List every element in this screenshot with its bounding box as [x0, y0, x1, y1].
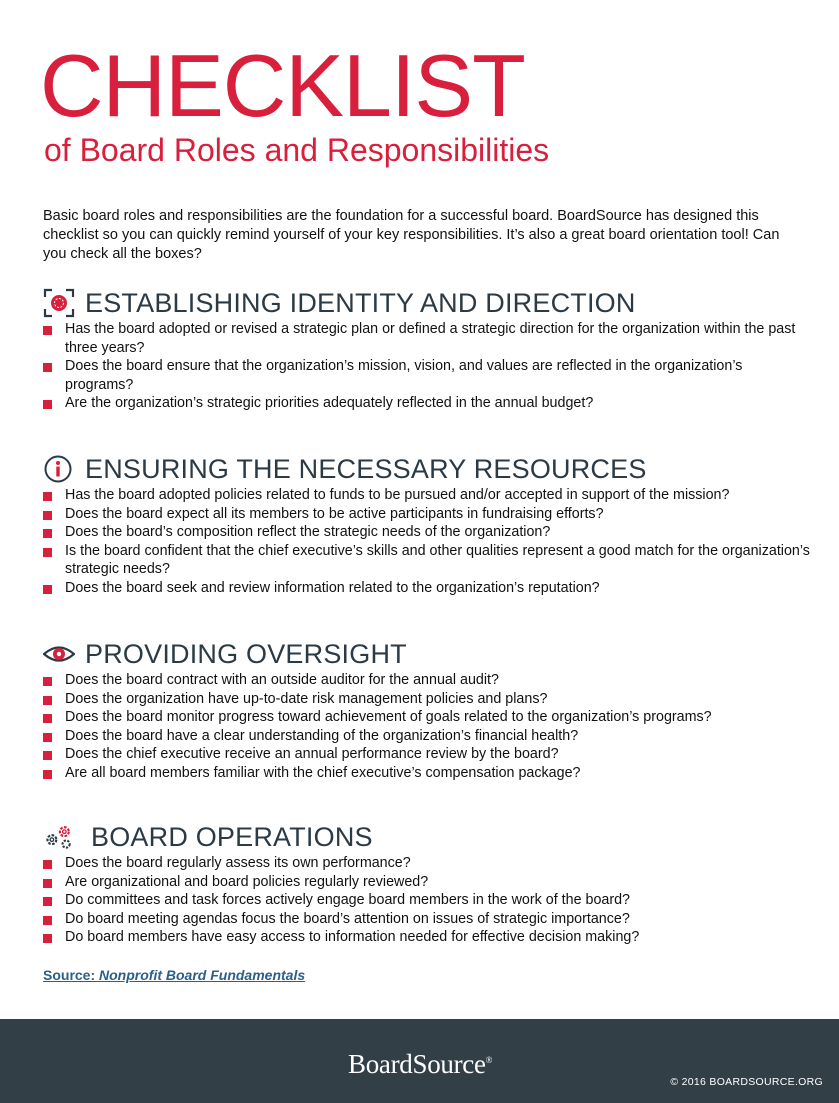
boardsource-logo — [348, 1049, 492, 1080]
checkbox-bullet — [43, 696, 52, 705]
checklist-item — [43, 357, 813, 394]
gears-icon — [43, 822, 75, 852]
target-icon — [43, 288, 75, 318]
checklist-item — [43, 671, 813, 690]
checklist-item — [43, 523, 813, 542]
item-text: Does the board regularly assess its own performance? — [65, 855, 411, 871]
info-icon — [43, 454, 75, 484]
item-text: Do board meeting agendas focus the board’s attention on issues of strategic importance? — [65, 910, 630, 927]
checklist-item — [43, 891, 813, 910]
checklist-item — [43, 505, 813, 524]
checklist-items — [43, 854, 813, 947]
item-text: Does the chief executive receive an annual performance review by the board? — [65, 746, 559, 763]
item-text: Is the board confident that the chief executive’s skills and other qualities represent a good match for the organization’s strategic needs? — [65, 542, 810, 578]
checkbox-bullet — [43, 400, 52, 409]
checkbox-bullet — [43, 733, 52, 742]
checkbox-bullet — [43, 548, 52, 557]
checklist-item — [43, 764, 813, 783]
item-text: Has the board adopted policies related to funds to be pursued and/or accepted in support of the mission? — [65, 487, 730, 503]
page-title: CHECKLIST — [40, 36, 525, 135]
section-header — [43, 452, 813, 486]
checkbox-bullet — [43, 860, 52, 869]
footer-bar — [0, 1019, 839, 1103]
section-title: ESTABLISHING IDENTITY AND DIRECTION — [85, 288, 636, 318]
intro-paragraph: Basic board roles and responsibilities are the foundation for a successful board. BoardSource has designed this checklist so you can quickly remind yourself of your key responsibilities. It’s also a great board orientation tool! Can you check all the boxes? — [43, 208, 780, 262]
trademark-mark: ® — [485, 1055, 493, 1065]
checklist-item — [43, 579, 813, 598]
section-title: ENSURING THE NECESSARY RESOURCES — [85, 454, 647, 484]
checklist-item — [43, 727, 813, 746]
section-resources — [43, 452, 813, 598]
checkbox-bullet — [43, 770, 52, 779]
item-text: Does the board contract with an outside auditor for the annual audit? — [65, 672, 499, 688]
item-text: Are all board members familiar with the chief executive’s compensation package? — [65, 764, 581, 781]
source-prefix: Source: — [43, 967, 100, 983]
section-identity-direction — [43, 286, 813, 413]
item-text: Does the board ensure that the organization’s mission, vision, and values are reflected in the organization’s programs? — [65, 358, 743, 393]
item-text: Are the organization’s strategic priorities adequately reflected in the annual budget? — [65, 395, 594, 412]
item-text: Are organizational and board policies regularly reviewed? — [65, 873, 429, 890]
checklist-item — [43, 708, 813, 727]
checklist-items — [43, 320, 813, 413]
checkbox-bullet — [43, 934, 52, 943]
checklist-item — [43, 928, 813, 947]
checklist-item — [43, 690, 813, 709]
checklist-items — [43, 671, 813, 783]
item-text: Does the board expect all its members to be active participants in fundraising efforts? — [65, 505, 604, 522]
checkbox-bullet — [43, 714, 52, 723]
item-text: Does the board’s composition reflect the strategic needs of the organization? — [65, 524, 551, 541]
checklist-item — [43, 542, 813, 579]
checklist-item — [43, 873, 813, 892]
checkbox-bullet — [43, 916, 52, 925]
checkbox-bullet — [43, 326, 52, 335]
section-header — [43, 286, 813, 320]
item-text: Has the board adopted or revised a strategic plan or defined a strategic direction for the organization within the past three years? — [65, 321, 796, 356]
section-title: BOARD OPERATIONS — [91, 822, 373, 852]
source-title: Nonprofit Board Fundamentals — [99, 967, 306, 983]
checkbox-bullet — [43, 897, 52, 906]
item-text: Does the board have a clear understanding of the organization’s financial health? — [65, 727, 579, 744]
page-subtitle: of Board Roles and Responsibilities — [44, 132, 550, 168]
checklist-items — [43, 486, 813, 598]
section-header — [43, 637, 813, 671]
item-text: Do board members have easy access to information needed for effective decision making? — [65, 929, 640, 946]
checklist-item — [43, 394, 813, 413]
checklist-item — [43, 910, 813, 929]
checkbox-bullet — [43, 585, 52, 594]
item-text: Does the organization have up-to-date risk management policies and plans? — [65, 690, 548, 707]
item-text: Do committees and task forces actively engage board members in the work of the board? — [65, 892, 631, 909]
source-link[interactable] — [43, 966, 305, 984]
section-header — [43, 820, 813, 854]
section-board-operations — [43, 820, 813, 947]
section-oversight — [43, 637, 813, 783]
section-title: PROVIDING OVERSIGHT — [85, 639, 407, 669]
checklist-item — [43, 854, 813, 873]
checklist-item — [43, 486, 813, 505]
checkbox-bullet — [43, 529, 52, 538]
checkbox-bullet — [43, 751, 52, 760]
checklist-item — [43, 745, 813, 764]
copyright-text: © 2016 BOARDSOURCE.ORG — [670, 1076, 823, 1088]
item-text: Does the board seek and review information related to the organization’s reputation? — [65, 579, 600, 596]
checkbox-bullet — [43, 511, 52, 520]
eye-icon — [43, 639, 75, 669]
logo-text: BoardSource — [348, 1049, 486, 1079]
item-text: Does the board monitor progress toward achievement of goals related to the organization’s programs? — [65, 709, 712, 726]
checklist-item — [43, 320, 813, 357]
checkbox-bullet — [43, 677, 52, 686]
checkbox-bullet — [43, 363, 52, 372]
checkbox-bullet — [43, 492, 52, 501]
checkbox-bullet — [43, 879, 52, 888]
